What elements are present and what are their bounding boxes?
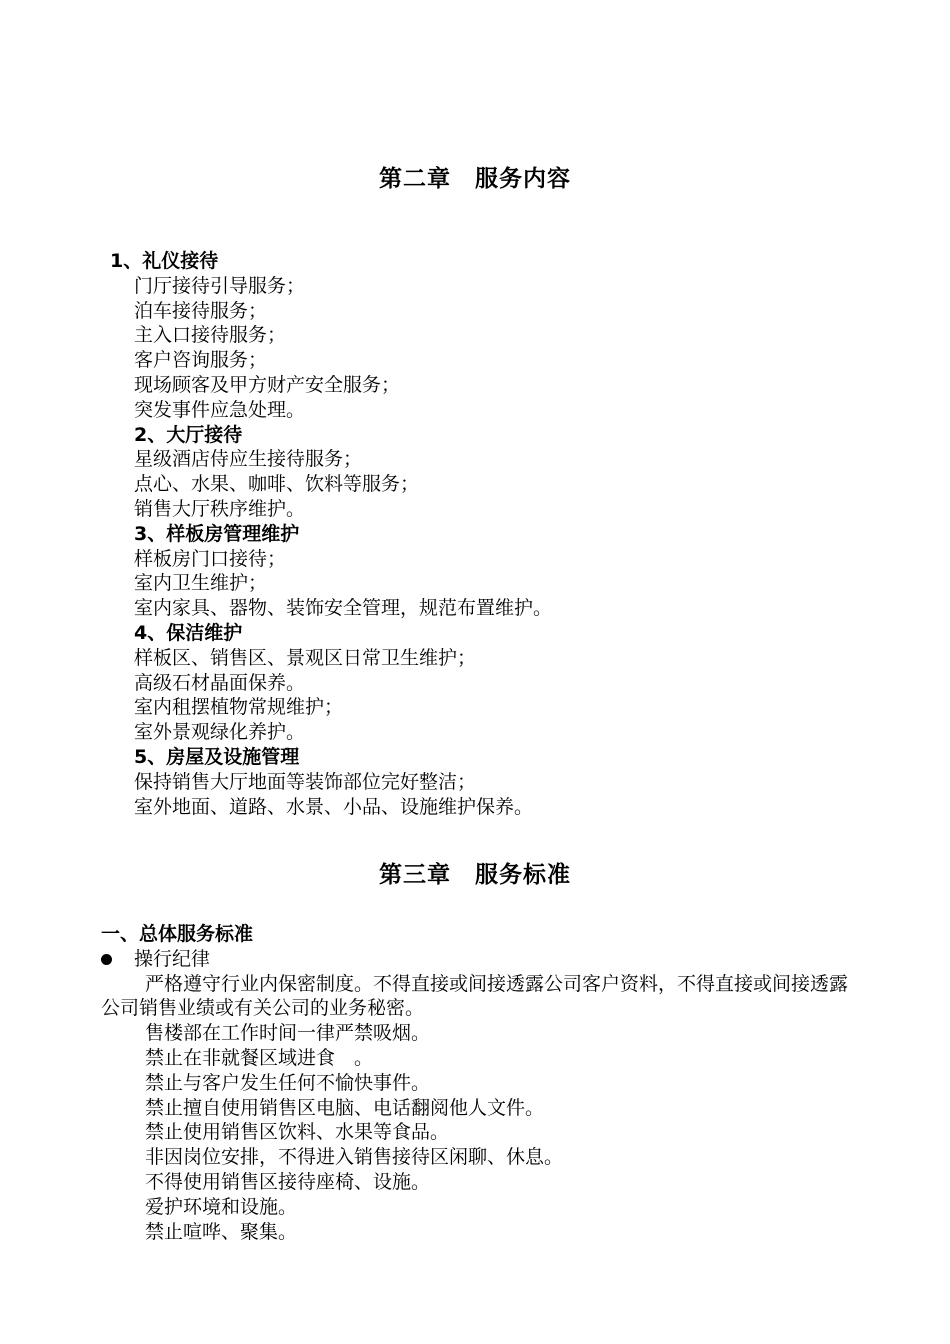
- list-item: 现场顾客及甲方财产安全服务；: [134, 373, 401, 396]
- list-item: 保持销售大厅地面等装饰部位完好整洁；: [134, 770, 477, 793]
- list-item: 星级酒店侍应生接待服务；: [134, 448, 363, 471]
- list-item: 样板区、销售区、景观区日常卫生维护；: [134, 646, 477, 669]
- list-item: 主入口接待服务；: [134, 324, 287, 347]
- bullet-item: [101, 947, 861, 972]
- list-item: 室内家具、器物、装饰安全管理，规范布置维护。: [134, 597, 553, 620]
- list-item: 门厅接待引导服务；: [134, 274, 306, 297]
- section-heading: 5、房屋及设施管理: [134, 745, 300, 768]
- rule-item: 禁止擅自使用销售区电脑、电话翻阅他人文件。: [145, 1096, 545, 1119]
- list-item: 泊车接待服务；: [134, 299, 268, 322]
- rule-item: 禁止在非就餐区域进食 。: [145, 1046, 374, 1069]
- rule-item: 售楼部在工作时间一律严禁吸烟。: [145, 1022, 431, 1045]
- chapter-2-body: [110, 249, 910, 819]
- bullet-dot-icon: [101, 954, 112, 965]
- section-heading: 3、样板房管理维护: [134, 522, 300, 545]
- rule-item: 爱护环境和设施。: [145, 1195, 298, 1218]
- section-heading: 4、保洁维护: [134, 621, 243, 644]
- section-heading: 1、礼仪接待: [110, 250, 219, 272]
- list-item: 客户咨询服务；: [134, 349, 268, 372]
- list-item: 样板房门口接待；: [134, 547, 287, 570]
- paragraph: 严格遵守行业内保密制度。不得直接或间接透露公司客户资料，不得直接或间接透露公司销售业绩或有关公司的业务秘密。: [101, 972, 849, 1020]
- chapter-3-body: [101, 922, 861, 1244]
- section-heading: 一、总体服务标准: [101, 923, 254, 945]
- rule-item: 禁止喧哗、聚集。: [145, 1220, 298, 1243]
- list-item: 点心、水果、咖啡、饮料等服务；: [134, 473, 420, 496]
- list-item: 室内卫生维护；: [134, 572, 268, 595]
- rule-item: 禁止使用销售区饮料、水果等食品。: [145, 1121, 450, 1144]
- list-item: 高级石材晶面保养。: [134, 671, 306, 694]
- list-item: 突发事件应急处理。: [134, 398, 306, 421]
- section-heading: 2、大厅接待: [134, 423, 243, 446]
- chapter-3-title: 第三章 服务标准: [379, 862, 571, 888]
- bullet-title: 操行纪律: [134, 947, 211, 970]
- list-item: 室外景观绿化养护。: [134, 721, 306, 744]
- rule-item: 非因岗位安排，不得进入销售接待区闲聊、休息。: [145, 1146, 564, 1169]
- rule-item: 不得使用销售区接待座椅、设施。: [145, 1170, 431, 1193]
- list-item: 室内租摆植物常规维护；: [134, 696, 344, 719]
- list-item: 室外地面、道路、水景、小品、设施维护保养。: [134, 795, 534, 818]
- rule-item: 禁止与客户发生任何不愉快事件。: [145, 1071, 431, 1094]
- chapter-2-title: 第二章 服务内容: [379, 166, 571, 192]
- list-item: 销售大厅秩序维护。: [134, 497, 306, 520]
